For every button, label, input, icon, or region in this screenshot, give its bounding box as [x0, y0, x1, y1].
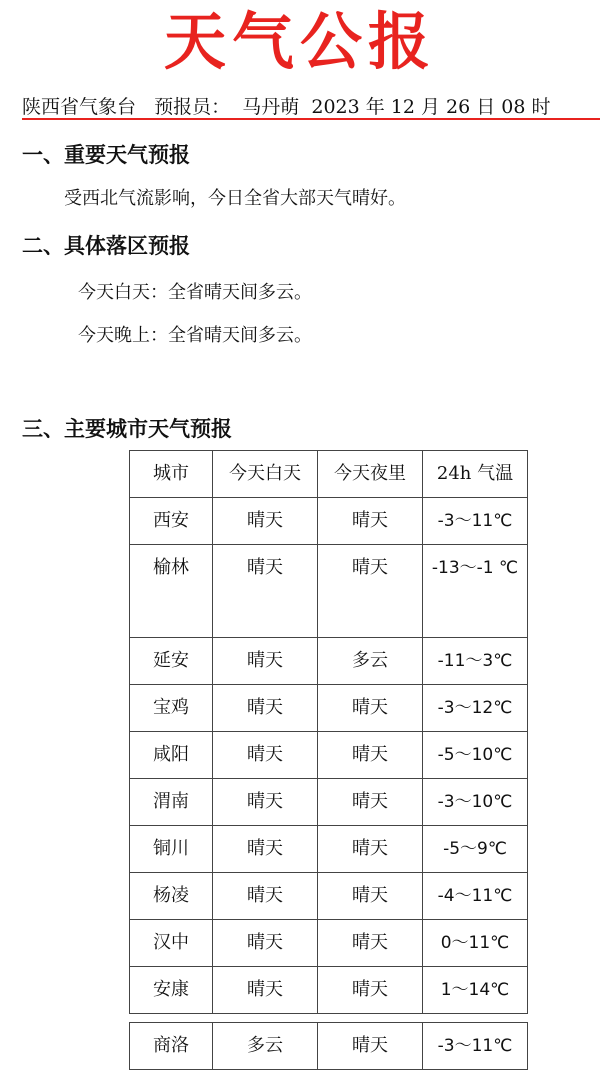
city-cell: 杨凌	[130, 873, 213, 920]
table-row	[130, 685, 528, 732]
city-cell: 商洛	[130, 1023, 213, 1070]
day-weather-cell: 晴天	[213, 498, 318, 545]
temperature-cell: -5～10℃	[423, 732, 528, 779]
table-header-cell: 24h 气温	[423, 451, 528, 498]
section-paragraph: 今天晚上：全省晴天间多云。	[78, 325, 312, 346]
temperature-cell: -4～11℃	[423, 873, 528, 920]
city-cell: 西安	[130, 498, 213, 545]
section-heading-cities: 三、主要城市天气预报	[22, 417, 232, 441]
temperature-cell: -11～3℃	[423, 638, 528, 685]
day-weather-cell: 晴天	[213, 732, 318, 779]
temperature-cell: 0～11℃	[423, 920, 528, 967]
table-row	[130, 967, 528, 1014]
city-forecast-table	[129, 450, 528, 1070]
temperature-cell: -3～10℃	[423, 779, 528, 826]
table-header-row	[130, 451, 528, 498]
table-row	[130, 638, 528, 685]
night-weather-cell: 晴天	[318, 732, 423, 779]
table-row	[130, 873, 528, 920]
forecaster-name: 马丹萌	[242, 96, 300, 118]
day-weather-cell: 晴天	[213, 826, 318, 873]
city-cell: 汉中	[130, 920, 213, 967]
night-weather-cell: 晴天	[318, 1023, 423, 1070]
issue-datetime: 2023 年 12 月 26 日 08 时	[311, 96, 551, 118]
section-heading-important: 一、重要天气预报	[22, 143, 190, 167]
bulletin-title: 天气公报	[163, 5, 436, 78]
table-row	[130, 545, 528, 638]
night-weather-cell: 晴天	[318, 545, 423, 638]
temperature-cell: 1～14℃	[423, 967, 528, 1014]
temperature-cell: -13～-1 ℃	[423, 545, 528, 638]
city-cell: 宝鸡	[130, 685, 213, 732]
night-weather-cell: 晴天	[318, 920, 423, 967]
night-weather-cell: 晴天	[318, 779, 423, 826]
night-weather-cell: 多云	[318, 638, 423, 685]
temperature-cell: -3～11℃	[423, 1023, 528, 1070]
table-row	[130, 498, 528, 545]
table-header-cell: 城市	[130, 451, 213, 498]
table-row	[130, 1023, 528, 1070]
night-weather-cell: 晴天	[318, 967, 423, 1014]
table-row	[130, 732, 528, 779]
day-weather-cell: 晴天	[213, 873, 318, 920]
temperature-cell: -5～9℃	[423, 826, 528, 873]
table-gap-cell	[130, 1014, 528, 1023]
night-weather-cell: 晴天	[318, 498, 423, 545]
city-cell: 延安	[130, 638, 213, 685]
city-cell: 安康	[130, 967, 213, 1014]
city-cell: 铜川	[130, 826, 213, 873]
city-cell: 咸阳	[130, 732, 213, 779]
temperature-cell: -3～11℃	[423, 498, 528, 545]
day-weather-cell: 晴天	[213, 685, 318, 732]
header-divider	[22, 118, 600, 120]
bulletin-header	[22, 94, 551, 120]
city-cell: 渭南	[130, 779, 213, 826]
city-cell: 榆林	[130, 545, 213, 638]
agency-name: 陕西省气象台	[22, 96, 137, 118]
night-weather-cell: 晴天	[318, 826, 423, 873]
forecaster-label: 预报员：	[154, 96, 231, 118]
table-row	[130, 826, 528, 873]
section-heading-area: 二、具体落区预报	[22, 234, 190, 258]
night-weather-cell: 晴天	[318, 685, 423, 732]
night-weather-cell: 晴天	[318, 873, 423, 920]
day-weather-cell: 晴天	[213, 920, 318, 967]
table-row	[130, 779, 528, 826]
day-weather-cell: 晴天	[213, 638, 318, 685]
day-weather-cell: 晴天	[213, 779, 318, 826]
section-paragraph: 今天白天：全省晴天间多云。	[78, 282, 312, 303]
day-weather-cell: 晴天	[213, 545, 318, 638]
table-header-cell: 今天白天	[213, 451, 318, 498]
temperature-cell: -3～12℃	[423, 685, 528, 732]
table-gap	[130, 1014, 528, 1023]
table-row	[130, 920, 528, 967]
day-weather-cell: 晴天	[213, 967, 318, 1014]
section-paragraph: 受西北气流影响，今日全省大部天气晴好。	[64, 188, 406, 209]
day-weather-cell: 多云	[213, 1023, 318, 1070]
table-header-cell: 今天夜里	[318, 451, 423, 498]
